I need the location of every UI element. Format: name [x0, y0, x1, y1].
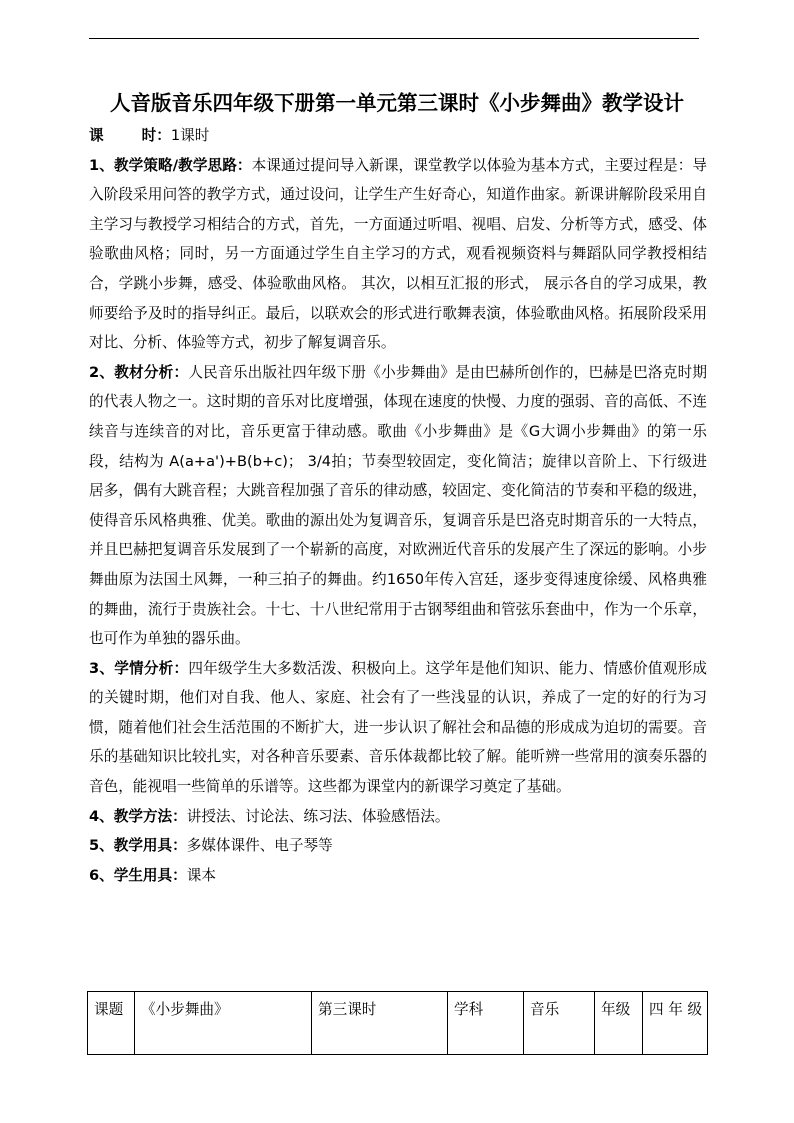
document-title: 人音版音乐四年级下册第一单元第三课时《小步舞曲》教学设计	[110, 91, 684, 115]
section-text: 四年级学生大多数活泼、积极向上。这学年是他们知识、能力、情感价值观形成的关键时期，他们对自我、他人、家庭、社会有了一些浅显的认识，养成了一定的好的行为习惯，随着他们社会生活范围的不断扩大，进一步认识了解社会和品德的形成成为迫切的需要。音乐的基础知识比较扎实，对各种音乐要素、音乐体裁都比较了解。能听辨一些常用的演奏乐器的音色，能视唱一些简单的乐谱等。这些都为课堂内的新课学习奠定了基础。	[89, 659, 707, 796]
section-text: 讲授法、讨论法、练习法、体验感悟法。	[186, 807, 450, 825]
section-heading: 1、教学策略/教学思路：	[89, 156, 252, 174]
section-heading: 6、学生用具：	[89, 866, 187, 884]
grade-value-cell: 四 年 级	[643, 992, 708, 1055]
lesson-duration-line	[89, 121, 707, 151]
subject-value-cell: 音乐	[524, 992, 595, 1055]
section-text: 本课通过提问导入新课，课堂教学以体验为基本方式，主要过程是：导入阶段采用问答的教学方式，通过设问，让学生产生好奇心，知道作曲家。新课讲解阶段采用自主学习与教授学习相结合的方式，首先，一方面通过听唱、视唱、启发、分析等方式，感受、体验歌曲风格；同时，另一方面通过学生自主学习的方式，观看视频资料与舞蹈队同学教授相结合，学跳小步舞，感受、体验歌曲风格。 其次，以相互汇报的形式， 展示各自的学习成果，教师要给予及时的指导纠正。最后，以联欢会的形式进行歌舞表演，体验歌曲风格。拓展阶段采用对比、分析、体验等方式，初步了解复调音乐。	[89, 156, 707, 352]
section-text: 课本	[186, 866, 216, 884]
document-body	[89, 121, 707, 890]
section-teaching-methods	[89, 802, 707, 832]
section-learner-analysis	[89, 654, 707, 802]
grade-label-cell: 年级	[595, 992, 643, 1055]
lesson-duration-label: 课 时：	[89, 127, 171, 144]
section-strategy	[89, 151, 707, 358]
table-row	[88, 992, 708, 1055]
period-cell: 第三课时	[312, 992, 448, 1055]
section-heading: 4、教学方法：	[89, 807, 187, 825]
section-heading: 3、学情分析：	[89, 659, 189, 677]
header-rule	[89, 38, 699, 39]
topic-label-cell: 课题	[88, 992, 135, 1055]
section-text: 多媒体课件、电子琴等	[186, 837, 333, 855]
lesson-info-table	[87, 991, 708, 1055]
lesson-duration-value: 1课时	[170, 127, 210, 144]
subject-label-cell: 学科	[448, 992, 524, 1055]
section-material-analysis	[89, 358, 707, 654]
topic-value-cell: 《小步舞曲》	[135, 992, 312, 1055]
section-heading: 5、教学用具：	[89, 837, 187, 855]
section-student-tools	[89, 861, 707, 891]
section-text: 人民音乐出版社四年级下册《小步舞曲》是由巴赫所创作的，巴赫是巴洛克时期的代表人物之一。这时期的音乐对比度增强，体现在速度的快慢、力度的强弱、音的高低、不连续音与连续音的对比，音乐更富于律动感。歌曲《小步舞曲》是《G大调小步舞曲》的第一乐段，结构为 A(a+a')+B(b+c)； 3/4拍；节奏型较固定，变化简洁；旋律以音阶上、下行级进居多，偶有大跳音程；大跳音程加强了音乐的律动感，较固定、变化简洁的节奏和平稳的级进，使得音乐风格典雅、优美。歌曲的源出处为复调音乐，复调音乐是巴洛克时期音乐的一大特点，并且巴赫把复调音乐发展到了一个崭新的高度，对欧洲近代音乐的发展产生了深远的影响。小步舞曲原为法国土风舞，一种三拍子的舞曲。约1650年传入宫廷，逐步变得速度徐缓、风格典雅的舞曲，流行于贵族社会。十七、十八世纪常用于古钢琴组曲和管弦乐套曲中，作为一个乐章，也可作为单独的器乐曲。	[89, 363, 707, 648]
section-teaching-tools	[89, 831, 707, 861]
section-heading: 2、教材分析：	[89, 363, 189, 381]
